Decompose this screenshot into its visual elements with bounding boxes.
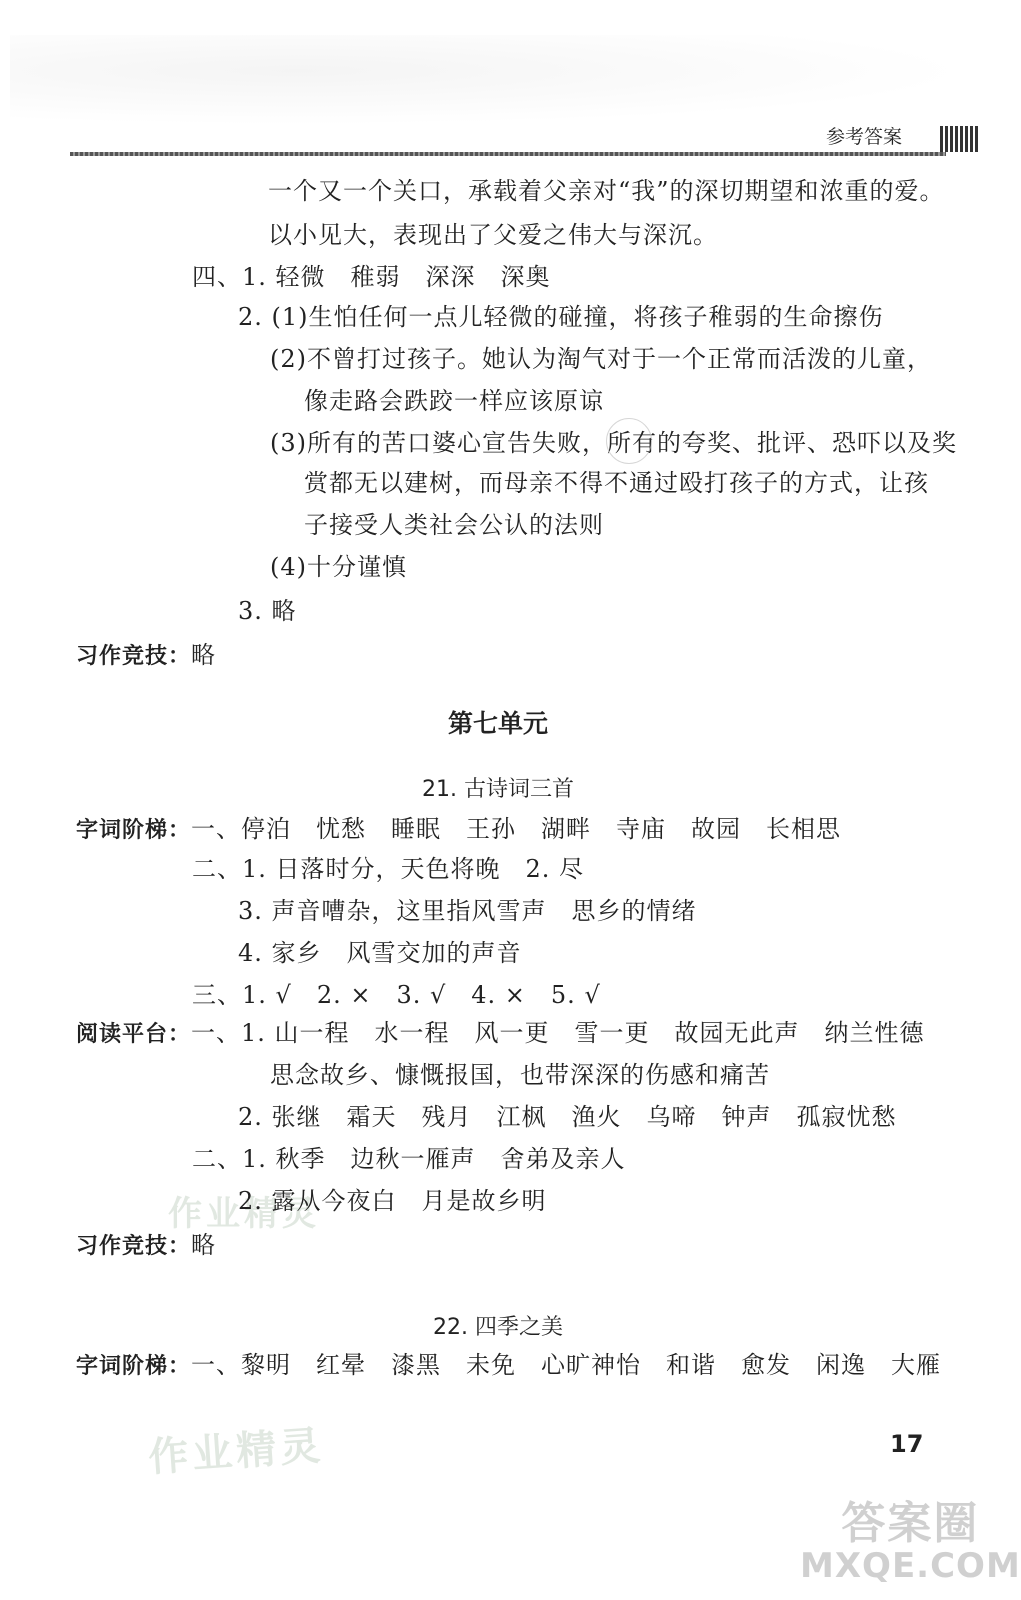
header-title: 参考答案: [826, 126, 903, 148]
answer-line: 2. (1)生怕任何一点儿轻微的碰撞，将孩子稚弱的生命擦伤: [238, 303, 884, 331]
answer-line: 二、1. 秋季 边秋一雁声 舍弟及亲人: [192, 1145, 626, 1173]
corner-watermark-small: MXQE.COM: [800, 1546, 1021, 1587]
writing-label: 习作竞技：: [76, 644, 192, 669]
vocab-label: 字词阶梯：: [76, 818, 192, 843]
lesson-title: 22. 四季之美: [433, 1315, 563, 1340]
writing-value: 略: [191, 641, 217, 669]
answer-line: 以小见大，表现出了父爱之伟大与深沉。: [268, 221, 718, 249]
unit-title: 第七单元: [447, 709, 548, 738]
vocab-row: [76, 1350, 941, 1382]
answer-line: 子接受人类社会公认的法则: [304, 511, 604, 539]
answer-line: 思念故乡、慷慨报国，也带深深的伤感和痛苦: [270, 1061, 770, 1089]
reading-row: [76, 1018, 925, 1050]
corner-watermark: [800, 1500, 1021, 1586]
reading-label: 阅读平台：: [76, 1022, 192, 1047]
answer-line: 四、1. 轻微 稚弱 深深 深奥: [192, 263, 551, 291]
header-rule: [70, 152, 946, 156]
vocab-label: 字词阶梯：: [76, 1354, 192, 1379]
answer-line: 二、1. 日落时分，天色将晚 2. 尽: [192, 855, 585, 883]
watermark: 作业精灵: [146, 1422, 326, 1482]
writing-label: 习作竞技：: [76, 1234, 192, 1259]
answer-line: 3. 略: [238, 597, 297, 625]
answer-line: (4)十分谨慎: [270, 553, 407, 581]
answer-line: 2. 张继 霜天 残月 江枫 渔火 乌啼 钟声 孤寂忧愁: [238, 1103, 897, 1131]
answer-line: 三、1. √ 2. × 3. √ 4. × 5. √: [192, 981, 601, 1009]
corner-watermark-big: 答案圈: [841, 1498, 980, 1549]
answer-line: 2. 露从今夜白 月是故乡明: [238, 1187, 547, 1215]
answer-line: 4. 家乡 风雪交加的声音: [238, 939, 522, 967]
header-decoration: [940, 126, 980, 152]
answer-line: 3. 声音嘈杂，这里指风雪声 思乡的情绪: [238, 897, 697, 925]
writing-row: [76, 640, 216, 672]
answer-line: 一、黎明 红晕 漆黑 未免 心旷神怡 和谐 愈发 闲逸 大雁: [191, 1351, 942, 1379]
answer-line: 像走路会跌跤一样应该原谅: [304, 387, 604, 415]
answer-line: (3)所有的苦口婆心宣告失败，所有的夸奖、批评、恐吓以及奖: [270, 429, 957, 457]
answer-line: 赏都无以建树，而母亲不得不通过殴打孩子的方式，让孩: [304, 469, 929, 497]
writing-value: 略: [191, 1231, 217, 1259]
vocab-row: [76, 814, 841, 846]
ink-stamp: [606, 418, 652, 464]
watermark: 作业精灵: [168, 1194, 320, 1234]
lesson-title: 21. 古诗词三首: [422, 777, 574, 802]
writing-row: [76, 1230, 216, 1262]
answer-line: 一、1. 山一程 水一程 风一更 雪一更 故园无此声 纳兰性德: [191, 1019, 925, 1047]
scan-smudge: [10, 35, 970, 125]
answer-line: (2)不曾打过孩子。她认为淘气对于一个正常而活泼的儿童，: [270, 345, 932, 373]
page-number: 17: [890, 1430, 924, 1458]
answer-line: 一个又一个关口，承载着父亲对“我”的深切期望和浓重的爱。: [268, 177, 945, 205]
answer-line: 一、停泊 忧愁 睡眠 王孙 湖畔 寺庙 故园 长相思: [191, 815, 842, 843]
